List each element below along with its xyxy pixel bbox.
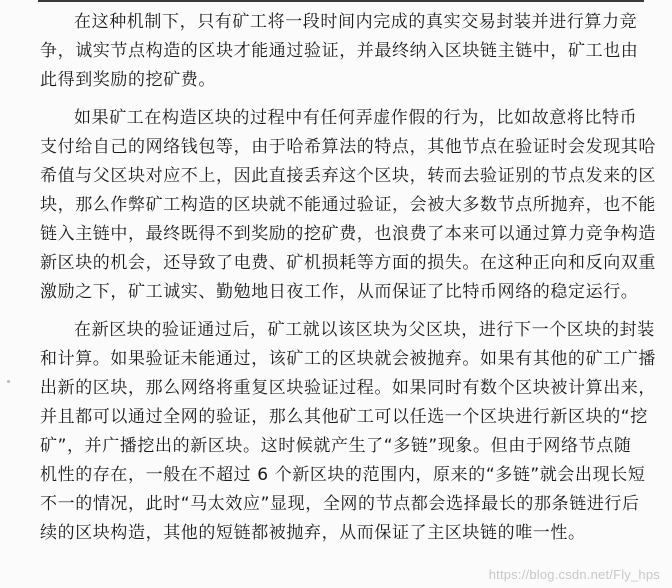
paragraph-2	[40, 104, 660, 307]
paragraph-line: 和计算。如果验证未能通过，该矿工的区块就会被抛弃。如果有其他的矿工广播	[40, 349, 656, 369]
paragraph-line: 支付给自己的网络钱包等，由于哈希算法的特点，其他节点在验证时会发现其哈	[40, 137, 656, 157]
paragraph-line: 在新区块的验证通过后，矿工就以该区块为父区块，进行下一个区块的封装	[74, 320, 655, 340]
paragraph-line: 并且都可以通过全网的验证，那么其他矿工可以任选一个区块进行新区块的“挖	[40, 407, 648, 427]
paragraph-line: 出新的区块，那么网络将重复区块验证过程。如果同时有数个区块被计算出来，	[40, 378, 656, 398]
paragraph-line: 不一的情况，此时“马太效应”显现，全网的节点都会选择最长的那条链进行后	[40, 494, 640, 514]
top-rule	[38, 0, 644, 2]
paragraph-line: 链入主链中，最终既得不到奖励的挖矿费，也浪费了本来可以通过算力竞争构造	[40, 224, 656, 244]
margin-mark	[7, 380, 10, 383]
paragraph-3	[40, 316, 660, 548]
paragraph-line: 新区块的机会，还导致了电费、矿机损耗等方面的损失。在这种正向和反向双重	[40, 253, 656, 273]
paragraph-line: 争，诚实节点构造的区块才能通过验证，并最终纳入区块链主链中，矿工也由	[40, 41, 639, 61]
paragraph-line: 块，那么作弊矿工构造的区块就不能通过验证，会被大多数节点所抛弃，也不能	[40, 195, 656, 215]
paragraph-line: 激励之下，矿工诚实、勤勉地日夜工作，从而保证了比特币网络的稳定运行。	[40, 282, 639, 302]
paragraph-line: 希值与父区块对应不上，因此直接丢弃这个区块，转而去验证别的节点发来的区	[40, 166, 656, 186]
paragraph-line: 在这种机制下，只有矿工将一段时间内完成的真实交易封装并进行算力竞	[74, 12, 638, 32]
paragraph-line: 此得到奖励的挖矿费。	[40, 70, 216, 90]
paragraph-line: 续的区块构造，其他的短链都被抛弃，从而保证了主区块链的唯一性。	[40, 523, 586, 543]
watermark-text: https://blog.csdn.net/Fly_hps	[488, 567, 660, 582]
paragraph-line: 矿”，并广播挖出的新区块。这时候就产生了“多链”现象。但由于网络节点随	[40, 436, 632, 456]
paragraph-line: 如果矿工在构造区块的过程中有任何弄虚作假的行为，比如故意将比特币	[74, 108, 638, 128]
paragraph-line: 机性的存在，一般在不超过 6 个新区块的范围内，原来的“多链”就会出现长短	[40, 465, 646, 485]
paragraph-1	[40, 8, 660, 95]
